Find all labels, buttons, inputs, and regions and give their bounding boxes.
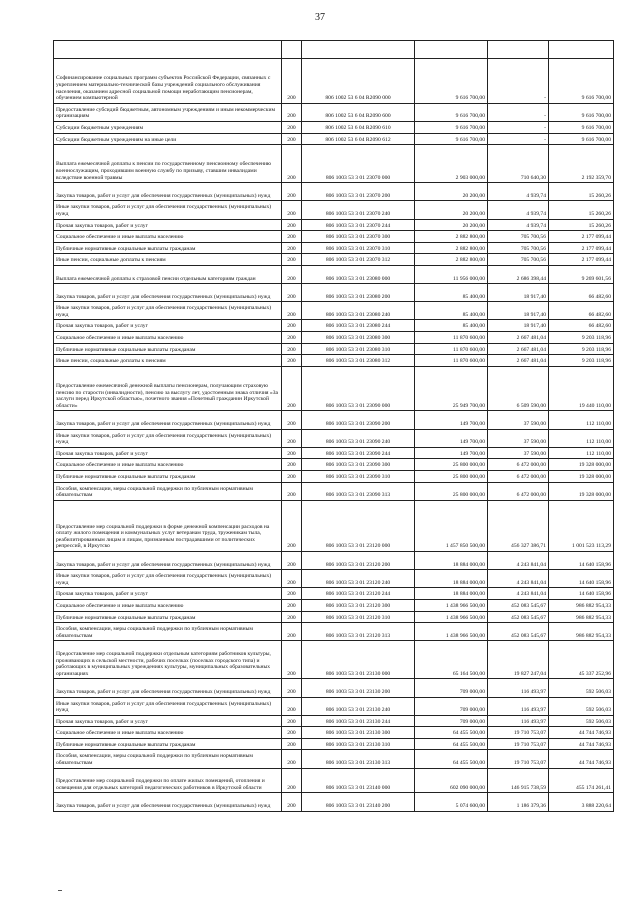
row-approved: 25 800 000,00 xyxy=(415,482,488,500)
row-approved: 85 400,00 xyxy=(415,320,488,332)
row-code: 200 xyxy=(282,697,302,715)
table-row xyxy=(54,738,614,750)
row-approved: 20 200,00 xyxy=(415,201,488,219)
row-remaining: 19 440 110,00 xyxy=(549,366,614,411)
table-row xyxy=(54,793,614,811)
table-row xyxy=(54,332,614,344)
row-remaining xyxy=(549,41,614,59)
row-name: Социальное обеспечение и иные выплаты населению xyxy=(54,332,282,344)
table-row xyxy=(54,768,614,793)
row-approved: 9 616 700,00 xyxy=(415,59,488,104)
row-kbk: 806 1003 53 3 01 23080 310 xyxy=(302,343,415,355)
table-row xyxy=(54,599,614,611)
table-row xyxy=(54,103,614,121)
row-kbk: 806 1003 53 3 01 23130 244 xyxy=(302,715,415,727)
row-name: Софинансирование социальных программ субъектов Российской Федерации, связанных с укреплением материально-технической базы учреждений социального обслуживания населения, оказанием адресной социальной помощи неработающим пенсионерам, обучением компьютерной xyxy=(54,59,282,104)
row-executed: 452 083 545,67 xyxy=(488,623,549,641)
row-remaining: 592 506,03 xyxy=(549,697,614,715)
row-name: Пособия, компенсации, меры социальной поддержки по публичным нормативным обязательствам xyxy=(54,623,282,641)
row-kbk: 806 1002 53 6 04 R2090 612 xyxy=(302,133,415,145)
row-code: 200 xyxy=(282,411,302,429)
row-name: Прочая закупка товаров, работ и услуг xyxy=(54,447,282,459)
table-row xyxy=(54,302,614,320)
row-approved: 25 800 000,00 xyxy=(415,459,488,471)
row-remaining: 66 482,60 xyxy=(549,284,614,302)
row-name: Публичные нормативные социальные выплаты гражданам xyxy=(54,242,282,254)
row-code: 200 xyxy=(282,59,302,104)
table-row xyxy=(54,623,614,641)
row-code: 200 xyxy=(282,242,302,254)
row-code xyxy=(282,41,302,59)
row-approved: 1 438 966 500,00 xyxy=(415,611,488,623)
row-kbk: 806 1003 53 3 01 23090 244 xyxy=(302,447,415,459)
row-name: Закупка товаров, работ и услуг для обеспечения государственных (муниципальных) нужд xyxy=(54,183,282,201)
row-name: Иные закупки товаров, работ и услуг для обеспечения государственных (муниципальных) нужд xyxy=(54,302,282,320)
row-code: 200 xyxy=(282,121,302,133)
row-name: Закупка товаров, работ и услуг для обеспечения государственных (муниципальных) нужд xyxy=(54,793,282,811)
table-row xyxy=(54,482,614,500)
row-approved: 2 882 800,00 xyxy=(415,231,488,243)
row-code: 200 xyxy=(282,231,302,243)
row-code: 200 xyxy=(282,641,302,679)
row-executed: - xyxy=(488,133,549,145)
row-executed: 37 590,00 xyxy=(488,447,549,459)
table-row xyxy=(54,588,614,600)
row-name: Социальное обеспечение и иные выплаты населению xyxy=(54,459,282,471)
row-kbk: 806 1003 53 3 01 23130 300 xyxy=(302,727,415,739)
table-row xyxy=(54,611,614,623)
row-remaining: 14 640 158,96 xyxy=(549,551,614,569)
row-name: Иные закупки товаров, работ и услуг для обеспечения государственных (муниципальных) нужд xyxy=(54,429,282,447)
table-row xyxy=(54,254,614,266)
row-code: 200 xyxy=(282,284,302,302)
row-name: Публичные нормативные социальные выплаты гражданам xyxy=(54,343,282,355)
row-kbk: 806 1003 53 3 01 23130 000 xyxy=(302,641,415,679)
row-code: 200 xyxy=(282,570,302,588)
row-remaining: 2 177 099,44 xyxy=(549,242,614,254)
row-name: Иные пенсии, социальные доплаты к пенсиям xyxy=(54,254,282,266)
table-row xyxy=(54,551,614,569)
row-kbk: 806 1003 53 3 01 23090 200 xyxy=(302,411,415,429)
row-kbk: 806 1003 53 3 01 23080 200 xyxy=(302,284,415,302)
row-name: Социальное обеспечение и иные выплаты населению xyxy=(54,231,282,243)
row-approved: 709 000,00 xyxy=(415,679,488,697)
row-code: 200 xyxy=(282,201,302,219)
row-kbk: 806 1003 53 3 01 23140 200 xyxy=(302,793,415,811)
row-code: 200 xyxy=(282,265,302,283)
row-name: Предоставление мер социальной поддержки в форме денежной компенсации расходов на оплату жилого помещения и коммунальных услуг ветеранам труда, труженикам тыла, реабилитированным лицам и лицам, признанным пострадавшими от политических репрессий, в Иркутско xyxy=(54,500,282,551)
row-kbk: 806 1003 53 3 01 23080 000 xyxy=(302,265,415,283)
row-approved: 64 455 500,00 xyxy=(415,738,488,750)
row-remaining: 14 640 158,96 xyxy=(549,588,614,600)
row-kbk: 806 1003 53 3 01 23120 300 xyxy=(302,599,415,611)
table-row xyxy=(54,284,614,302)
row-approved: 2 903 000,00 xyxy=(415,145,488,183)
budget-table-body xyxy=(54,41,614,812)
row-kbk: 806 1003 53 3 01 23070 200 xyxy=(302,183,415,201)
row-name: Социальное обеспечение и иные выплаты населению xyxy=(54,599,282,611)
row-remaining: 9 203 118,96 xyxy=(549,355,614,367)
row-name: Предоставление субсидий бюджетным, автономным учреждениям и иным некоммерческим организациям xyxy=(54,103,282,121)
row-remaining: 15 260,26 xyxy=(549,219,614,231)
row-remaining: 19 328 000,00 xyxy=(549,471,614,483)
row-code: 200 xyxy=(282,429,302,447)
row-approved: 18 884 000,00 xyxy=(415,551,488,569)
row-code: 200 xyxy=(282,611,302,623)
row-name: Закупка товаров, работ и услуг для обеспечения государственных (муниципальных) нужд xyxy=(54,679,282,697)
row-name: Субсидии бюджетным учреждениям xyxy=(54,121,282,133)
row-kbk: 806 1003 53 3 01 23090 000 xyxy=(302,366,415,411)
table-row xyxy=(54,727,614,739)
row-kbk: 806 1003 53 3 01 23090 240 xyxy=(302,429,415,447)
row-executed: 452 083 545,67 xyxy=(488,611,549,623)
row-executed: 146 915 738,59 xyxy=(488,768,549,793)
row-executed: 710 640,30 xyxy=(488,145,549,183)
row-name: Иные закупки товаров, работ и услуг для обеспечения государственных (муниципальных) нужд xyxy=(54,201,282,219)
row-executed: 37 590,00 xyxy=(488,429,549,447)
row-name: Публичные нормативные социальные выплаты гражданам xyxy=(54,611,282,623)
row-remaining: 9 616 700,00 xyxy=(549,133,614,145)
row-code: 200 xyxy=(282,343,302,355)
row-remaining: 2 177 099,44 xyxy=(549,231,614,243)
row-code: 200 xyxy=(282,103,302,121)
table-row xyxy=(54,411,614,429)
row-remaining: 9 616 700,00 xyxy=(549,121,614,133)
row-approved: 20 200,00 xyxy=(415,183,488,201)
row-name: Иные закупки товаров, работ и услуг для обеспечения государственных (муниципальных) нужд xyxy=(54,697,282,715)
row-kbk: 806 1003 53 3 01 23090 313 xyxy=(302,482,415,500)
row-remaining: 19 328 000,00 xyxy=(549,459,614,471)
row-name: Прочая закупка товаров, работ и услуг xyxy=(54,588,282,600)
row-code: 200 xyxy=(282,219,302,231)
row-kbk: 806 1003 53 3 01 23080 244 xyxy=(302,320,415,332)
row-remaining: 45 337 252,96 xyxy=(549,641,614,679)
row-kbk: 806 1002 53 6 04 R2090 000 xyxy=(302,59,415,104)
row-name xyxy=(54,41,282,59)
row-name: Закупка товаров, работ и услуг для обеспечения государственных (муниципальных) нужд xyxy=(54,411,282,429)
row-code: 200 xyxy=(282,715,302,727)
row-approved: 11 956 000,00 xyxy=(415,265,488,283)
row-code: 200 xyxy=(282,551,302,569)
table-row xyxy=(54,121,614,133)
table-row xyxy=(54,133,614,145)
row-code: 200 xyxy=(282,320,302,332)
row-kbk: 806 1003 53 3 01 23120 313 xyxy=(302,623,415,641)
row-executed: - xyxy=(488,59,549,104)
row-kbk: 806 1003 53 3 01 23070 240 xyxy=(302,201,415,219)
row-executed: 4 939,74 xyxy=(488,183,549,201)
table-row xyxy=(54,750,614,768)
row-approved: 11 870 600,00 xyxy=(415,355,488,367)
row-approved: 11 870 600,00 xyxy=(415,343,488,355)
row-name: Предоставление ежемесячной денежной выплаты пенсионерам, получающим страховую пенсию по старости (инвалидности), пенсию за выслугу лет, удостоенным знака отличия «За заслуги перед Иркутской областью», почетного звания «Почетный гражданин Иркутской области» xyxy=(54,366,282,411)
row-kbk: 806 1003 53 3 01 23090 310 xyxy=(302,471,415,483)
row-code: 200 xyxy=(282,447,302,459)
row-code: 200 xyxy=(282,254,302,266)
row-name: Публичные нормативные социальные выплаты гражданам xyxy=(54,738,282,750)
row-remaining: 592 506,03 xyxy=(549,679,614,697)
row-kbk: 806 1003 53 3 01 23070 312 xyxy=(302,254,415,266)
row-executed: 4 243 841,04 xyxy=(488,588,549,600)
row-name: Прочая закупка товаров, работ и услуг xyxy=(54,219,282,231)
row-name: Предоставление мер социальной поддержки по оплате жилых помещений, отопления и освещения для отдельных категорий педагогических работников в Иркутской области xyxy=(54,768,282,793)
row-remaining: 112 110,00 xyxy=(549,429,614,447)
row-remaining: 44 744 746,93 xyxy=(549,738,614,750)
row-executed: 116 493,97 xyxy=(488,715,549,727)
row-kbk: 806 1002 53 6 04 R2090 600 xyxy=(302,103,415,121)
row-approved: 1 438 966 500,00 xyxy=(415,599,488,611)
row-approved: 18 884 000,00 xyxy=(415,570,488,588)
row-kbk: 806 1003 53 3 01 23070 244 xyxy=(302,219,415,231)
row-code: 200 xyxy=(282,738,302,750)
row-kbk: 806 1003 53 3 01 23120 310 xyxy=(302,611,415,623)
row-approved: 25 949 700,00 xyxy=(415,366,488,411)
row-code: 200 xyxy=(282,355,302,367)
row-executed: 18 917,40 xyxy=(488,302,549,320)
table-row xyxy=(54,459,614,471)
row-executed: 1 186 379,36 xyxy=(488,793,549,811)
row-remaining: 9 616 700,00 xyxy=(549,59,614,104)
page-number: 37 xyxy=(315,12,325,23)
row-executed: 4 243 841,04 xyxy=(488,551,549,569)
row-kbk: 806 1003 53 3 01 23080 300 xyxy=(302,332,415,344)
row-executed: 452 083 545,67 xyxy=(488,599,549,611)
row-kbk: 806 1003 53 3 01 23130 200 xyxy=(302,679,415,697)
row-code: 200 xyxy=(282,727,302,739)
row-code: 200 xyxy=(282,133,302,145)
row-kbk: 806 1003 53 3 01 23070 310 xyxy=(302,242,415,254)
row-executed: 2 667 481,04 xyxy=(488,355,549,367)
row-code: 200 xyxy=(282,750,302,768)
row-kbk: 806 1003 53 3 01 23120 200 xyxy=(302,551,415,569)
row-remaining: 112 110,00 xyxy=(549,447,614,459)
table-row xyxy=(54,679,614,697)
row-executed xyxy=(488,41,549,59)
row-remaining: 2 192 359,70 xyxy=(549,145,614,183)
table-row xyxy=(54,201,614,219)
row-executed: 2 686 398,44 xyxy=(488,265,549,283)
row-kbk xyxy=(302,41,415,59)
row-code: 200 xyxy=(282,500,302,551)
row-code: 200 xyxy=(282,482,302,500)
row-executed: 116 493,97 xyxy=(488,679,549,697)
row-executed: 705 700,56 xyxy=(488,242,549,254)
table-row xyxy=(54,715,614,727)
row-approved: 18 884 000,00 xyxy=(415,588,488,600)
row-remaining: 455 174 261,41 xyxy=(549,768,614,793)
row-name: Иные закупки товаров, работ и услуг для обеспечения государственных (муниципальных) нужд xyxy=(54,570,282,588)
row-code: 200 xyxy=(282,588,302,600)
table-row xyxy=(54,265,614,283)
row-kbk: 806 1002 53 6 04 R2090 610 xyxy=(302,121,415,133)
row-executed: 705 700,56 xyxy=(488,254,549,266)
row-name: Выплата ежемесячной доплаты к страховой пенсии отдельным категориям граждан xyxy=(54,265,282,283)
row-approved: 65 164 500,00 xyxy=(415,641,488,679)
row-approved: 5 074 600,00 xyxy=(415,793,488,811)
row-name: Выплата ежемесячной доплаты к пенсии по государственному пенсионному обеспечению военнослужащим, проходившим военную службу по призыву, ставшим инвалидами вследствие военной травмы xyxy=(54,145,282,183)
row-approved: 2 882 800,00 xyxy=(415,254,488,266)
table-row xyxy=(54,429,614,447)
row-approved: 149 700,00 xyxy=(415,447,488,459)
row-remaining: 14 640 158,96 xyxy=(549,570,614,588)
table-row xyxy=(54,500,614,551)
row-remaining: 3 888 220,64 xyxy=(549,793,614,811)
row-code: 200 xyxy=(282,623,302,641)
table-row xyxy=(54,242,614,254)
table-row xyxy=(54,183,614,201)
row-executed: 19 710 753,07 xyxy=(488,727,549,739)
row-remaining: 44 744 746,93 xyxy=(549,727,614,739)
row-approved: 1 438 966 500,00 xyxy=(415,623,488,641)
table-row xyxy=(54,355,614,367)
row-code: 200 xyxy=(282,183,302,201)
row-executed: 19 710 753,07 xyxy=(488,738,549,750)
row-code: 200 xyxy=(282,302,302,320)
row-remaining: 9 269 601,56 xyxy=(549,265,614,283)
row-approved: 9 616 700,00 xyxy=(415,121,488,133)
row-approved: 602 090 000,00 xyxy=(415,768,488,793)
row-approved: 85 400,00 xyxy=(415,284,488,302)
row-code: 200 xyxy=(282,366,302,411)
row-approved: 9 616 700,00 xyxy=(415,103,488,121)
row-executed: 19 710 753,07 xyxy=(488,750,549,768)
row-approved: 709 000,00 xyxy=(415,715,488,727)
table-row xyxy=(54,59,614,104)
row-executed: 4 939,74 xyxy=(488,201,549,219)
row-kbk: 806 1003 53 3 01 23120 244 xyxy=(302,588,415,600)
row-code: 200 xyxy=(282,768,302,793)
row-code: 200 xyxy=(282,459,302,471)
table-row xyxy=(54,231,614,243)
row-kbk: 806 1003 53 3 01 23090 300 xyxy=(302,459,415,471)
row-remaining: 19 328 000,00 xyxy=(549,482,614,500)
table-row xyxy=(54,320,614,332)
row-name: Закупка товаров, работ и услуг для обеспечения государственных (муниципальных) нужд xyxy=(54,284,282,302)
row-approved: 85 400,00 xyxy=(415,302,488,320)
row-code: 200 xyxy=(282,471,302,483)
row-remaining: 112 110,00 xyxy=(549,411,614,429)
row-remaining: 986 882 954,33 xyxy=(549,599,614,611)
row-name: Иные пенсии, социальные доплаты к пенсиям xyxy=(54,355,282,367)
row-kbk: 806 1003 53 3 01 23130 313 xyxy=(302,750,415,768)
row-name: Предоставление мер социальной поддержки отдельным категориям работников культуры, проживающих в сельской местности, рабочих поселках (поселках городского типа) и работающих в муниципальных учреждениях культуры, муниципальных образовательных организациях xyxy=(54,641,282,679)
row-code: 200 xyxy=(282,793,302,811)
row-executed: 705 700,56 xyxy=(488,231,549,243)
row-kbk: 806 1003 53 3 01 23120 000 xyxy=(302,500,415,551)
row-executed: 18 917,40 xyxy=(488,320,549,332)
row-executed: 18 917,40 xyxy=(488,284,549,302)
budget-table xyxy=(53,40,614,812)
table-row xyxy=(54,697,614,715)
row-remaining: 9 203 118,96 xyxy=(549,343,614,355)
row-approved: 709 000,00 xyxy=(415,697,488,715)
row-remaining: 15 260,26 xyxy=(549,183,614,201)
row-remaining: 9 203 118,96 xyxy=(549,332,614,344)
row-name: Публичные нормативные социальные выплаты гражданам xyxy=(54,471,282,483)
table-row xyxy=(54,447,614,459)
row-approved: 20 200,00 xyxy=(415,219,488,231)
row-code: 200 xyxy=(282,679,302,697)
row-code: 200 xyxy=(282,332,302,344)
row-remaining: 986 882 954,33 xyxy=(549,611,614,623)
row-executed: 6 472 000,00 xyxy=(488,471,549,483)
row-code: 200 xyxy=(282,145,302,183)
row-kbk: 806 1003 53 3 01 23080 240 xyxy=(302,302,415,320)
row-remaining: 66 482,60 xyxy=(549,302,614,320)
row-approved: 9 616 700,00 xyxy=(415,133,488,145)
row-kbk: 806 1003 53 3 01 23120 240 xyxy=(302,570,415,588)
row-name: Прочая закупка товаров, работ и услуг xyxy=(54,320,282,332)
footer-mark xyxy=(58,890,62,891)
row-name: Закупка товаров, работ и услуг для обеспечения государственных (муниципальных) нужд xyxy=(54,551,282,569)
row-kbk: 806 1003 53 3 01 23140 000 xyxy=(302,768,415,793)
row-remaining: 44 744 746,93 xyxy=(549,750,614,768)
row-executed: 6 472 000,00 xyxy=(488,482,549,500)
row-remaining: 1 001 523 113,29 xyxy=(549,500,614,551)
table-row xyxy=(54,145,614,183)
row-remaining: 2 177 099,44 xyxy=(549,254,614,266)
row-executed: - xyxy=(488,103,549,121)
table-row xyxy=(54,41,614,59)
row-approved: 11 870 600,00 xyxy=(415,332,488,344)
row-executed: 6 472 000,00 xyxy=(488,459,549,471)
row-approved: 149 700,00 xyxy=(415,411,488,429)
row-approved: 2 882 800,00 xyxy=(415,242,488,254)
row-remaining: 592 506,03 xyxy=(549,715,614,727)
row-name: Субсидии бюджетным учреждениям на иные цели xyxy=(54,133,282,145)
row-name: Социальное обеспечение и иные выплаты населению xyxy=(54,727,282,739)
row-approved: 25 800 000,00 xyxy=(415,471,488,483)
row-kbk: 806 1003 53 3 01 23080 312 xyxy=(302,355,415,367)
row-remaining: 986 882 954,33 xyxy=(549,623,614,641)
row-executed: 37 590,00 xyxy=(488,411,549,429)
row-executed: 2 667 481,04 xyxy=(488,343,549,355)
row-name: Пособия, компенсации, меры социальной поддержки по публичным нормативным обязательствам xyxy=(54,750,282,768)
row-executed: 19 827 247,04 xyxy=(488,641,549,679)
table-row xyxy=(54,366,614,411)
row-remaining: 9 616 700,00 xyxy=(549,103,614,121)
table-row xyxy=(54,471,614,483)
row-name: Прочая закупка товаров, работ и услуг xyxy=(54,715,282,727)
row-kbk: 806 1003 53 3 01 23070 000 xyxy=(302,145,415,183)
row-name: Пособия, компенсации, меры социальной поддержки по публичным нормативным обязательствам xyxy=(54,482,282,500)
row-executed: - xyxy=(488,121,549,133)
table-row xyxy=(54,343,614,355)
row-approved xyxy=(415,41,488,59)
row-kbk: 806 1003 53 3 01 23070 300 xyxy=(302,231,415,243)
table-row xyxy=(54,219,614,231)
table-row xyxy=(54,641,614,679)
row-kbk: 806 1003 53 3 01 23130 240 xyxy=(302,697,415,715)
row-code: 200 xyxy=(282,599,302,611)
row-executed: 6 509 590,00 xyxy=(488,366,549,411)
row-executed: 116 493,97 xyxy=(488,697,549,715)
row-executed: 2 667 481,04 xyxy=(488,332,549,344)
row-executed: 456 327 386,71 xyxy=(488,500,549,551)
row-approved: 149 700,00 xyxy=(415,429,488,447)
row-approved: 1 457 850 500,00 xyxy=(415,500,488,551)
row-approved: 64 455 500,00 xyxy=(415,750,488,768)
table-row xyxy=(54,570,614,588)
row-remaining: 15 260,26 xyxy=(549,201,614,219)
row-approved: 64 455 500,00 xyxy=(415,727,488,739)
row-kbk: 806 1003 53 3 01 23130 310 xyxy=(302,738,415,750)
row-remaining: 66 482,60 xyxy=(549,320,614,332)
row-executed: 4 939,74 xyxy=(488,219,549,231)
row-executed: 4 243 841,04 xyxy=(488,570,549,588)
